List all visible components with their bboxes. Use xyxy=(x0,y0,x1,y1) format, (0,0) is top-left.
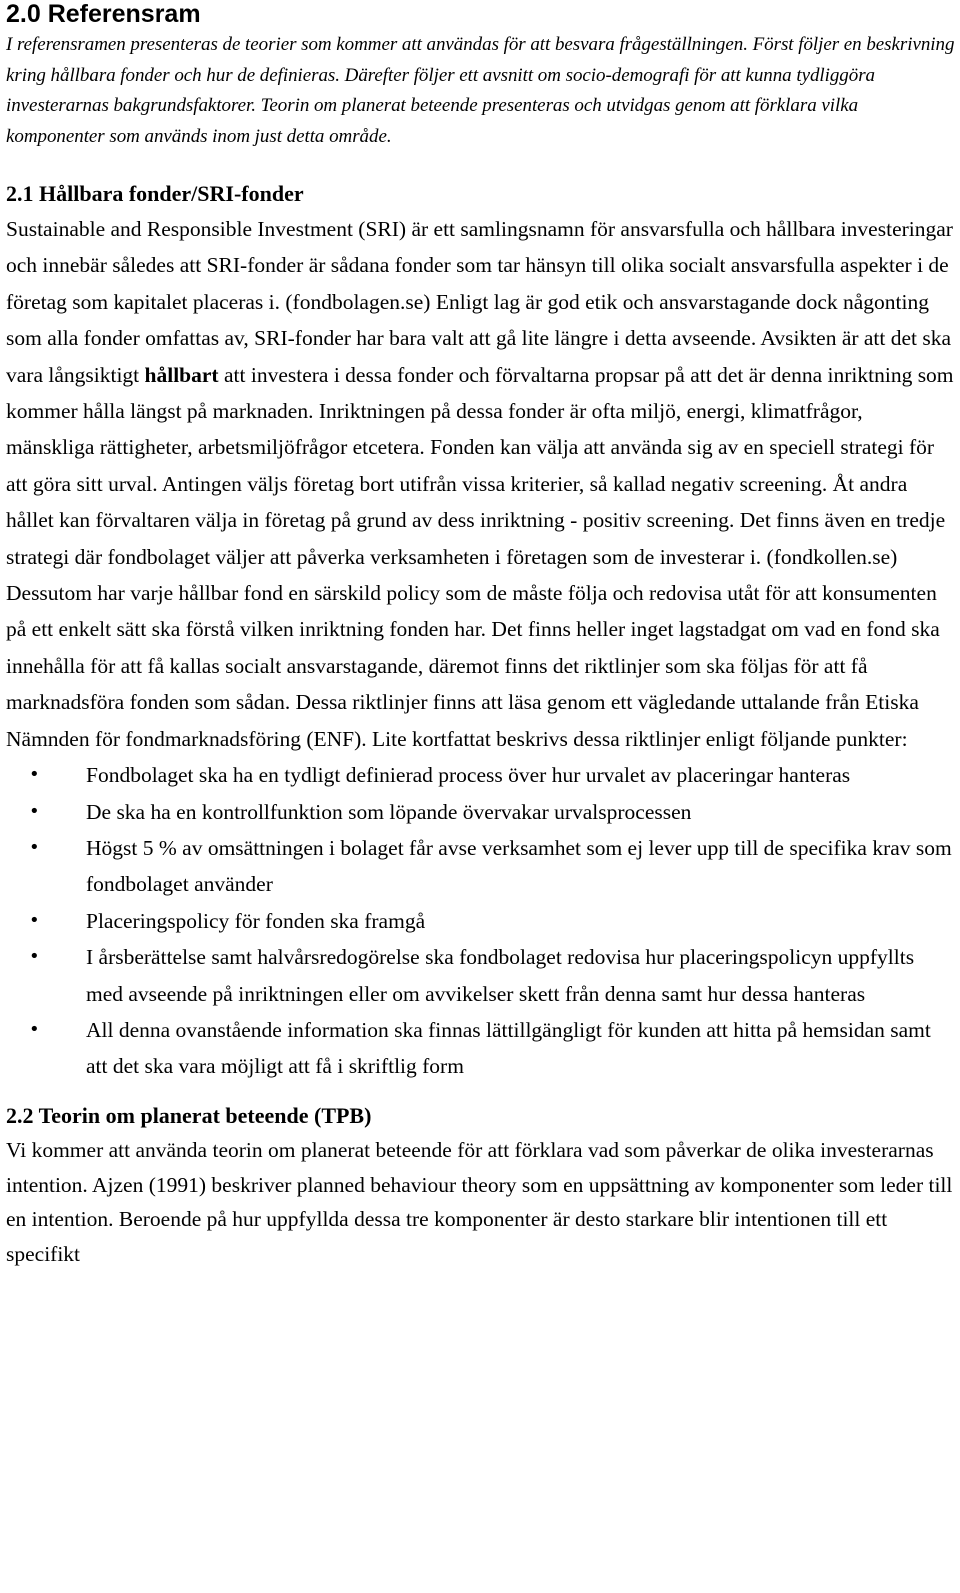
bullet-icon: • xyxy=(29,764,40,786)
section-heading-2-1: 2.1 Hållbara fonder/SRI-fonder xyxy=(6,181,304,206)
bullet-icon: • xyxy=(29,800,40,822)
paragraph-text-end: att investera i dessa fonder och förvaltarna propsar på att det är denna inriktning som kommer hålla längst på marknaden. Inriktningen på dessa fonder är ofta miljö, energi, klimatfrågor, mänskliga rättigheter, arbetsmiljöfrågor etcetera. Fonden kan välja att använda sig av en speciell strategi för att göra sitt urval. Antingen väljs företag bort utifrån vissa kriterier, så kallad negativ screening. Åt andra hållet kan förvaltaren välja in företag på grund av dess inriktning - positiv screening. Det finns även en tredje strategi där fondbolaget väljer att påverka verksamheten i företagen som de investerar i. (fondkollen.se) Dessutom har varje hållbar fond en särskild policy som de måste följa och redovisa utåt för att konsumenten på ett enkelt sätt ska förstå vilken inriktning fonden har. Det finns heller inget lagstadgat om vad en fond ska innehålla för att få kallas socialt ansvarstagande, däremot finns det riktlinjer som ska följas för att få marknadsföra fonden som sådan. Dessa riktlinjer finns att läsa genom ett vägledande uttalande från Etiska Nämnden för fondmarknadsföring (ENF). Lite kortfattat beskrivs dessa riktlinjer enligt följande punkter: xyxy=(6,362,954,751)
list-item-text: Placeringspolicy för fonden ska framgå xyxy=(86,908,426,933)
page-title: 2.0 Referensram xyxy=(6,0,201,28)
list-item-text: All denna ovanstående information ska finnas lättillgängligt för kunden att hitta på hemsidan samt att det ska vara möjligt att få i skriftlig form xyxy=(86,1017,931,1079)
list-item xyxy=(6,757,956,793)
intro-paragraph: I referensramen presenteras de teorier som kommer att användas för att besvara frågeställningen. Först följer en beskrivning kring hållbara fonder och hur de definieras. Därefter följer ett avsnitt om socio-demografi för att kunna tydliggöra investerarnas bakgrundsfaktorer. Teorin om planerat beteende presenteras och utvidgas genom att förklara vilka komponenter som används inom just detta område. xyxy=(6,34,955,147)
bullet-icon: • xyxy=(29,909,40,931)
list-item xyxy=(6,903,956,939)
section-2-1-paragraph xyxy=(6,211,956,757)
list-item xyxy=(6,830,956,903)
list-item xyxy=(6,1012,956,1085)
paragraph-text-start: Sustainable and Responsible Investment (SRI) är ett samlingsnamn för ansvarsfulla och hållbara investeringar och innebär således att SRI-fonder är sådana fonder som tar hänsyn till olika socialt ansvarsfulla aspekter i de företag som kapitalet placeras i. (fondbolagen.se) Enligt lag är god etik och ansvarstagande dock någonting som alla fonder omfattas av, SRI-fonder har bara valt att gå lite längre i detta avseende. Avsikten är att det ska vara långsiktigt xyxy=(6,217,953,387)
bullet-icon: • xyxy=(29,946,40,968)
emphasized-word: hållbart xyxy=(144,362,219,387)
document-page xyxy=(6,0,956,1272)
list-item xyxy=(6,794,956,830)
list-item-text: De ska ha en kontrollfunktion som löpande övervakar urvalsprocessen xyxy=(86,799,692,824)
bullet-icon: • xyxy=(29,836,40,858)
list-item-text: Högst 5 % av omsättningen i bolaget får avse verksamhet som ej lever upp till de specifika krav som fondbolaget använder xyxy=(86,835,952,897)
section-2-2-paragraph: Vi kommer att använda teorin om planerat beteende för att förklara vad som påverkar de olika investerarnas intention. Ajzen (1991) beskriver planned behaviour theory som en uppsättning av komponenter som leder till en intention. Beroende på hur uppfyllda dessa tre komponenter är desto starkare blir intentionen till ett specifikt xyxy=(6,1137,953,1267)
list-item-text: Fondbolaget ska ha en tydligt definierad process över hur urvalet av placeringar hanteras xyxy=(86,763,851,788)
section-heading-2-2: 2.2 Teorin om planerat beteende (TPB) xyxy=(6,1102,372,1128)
list-item-text: I årsberättelse samt halvårsredogörelse ska fondbolaget redovisa hur placeringspolicyn uppfyllts med avseende på inriktningen eller om avvikelser skett från denna samt hur dessa hanteras xyxy=(86,945,915,1006)
guidelines-list xyxy=(6,757,956,1085)
bullet-icon: • xyxy=(29,1018,40,1040)
list-item xyxy=(6,939,956,1012)
